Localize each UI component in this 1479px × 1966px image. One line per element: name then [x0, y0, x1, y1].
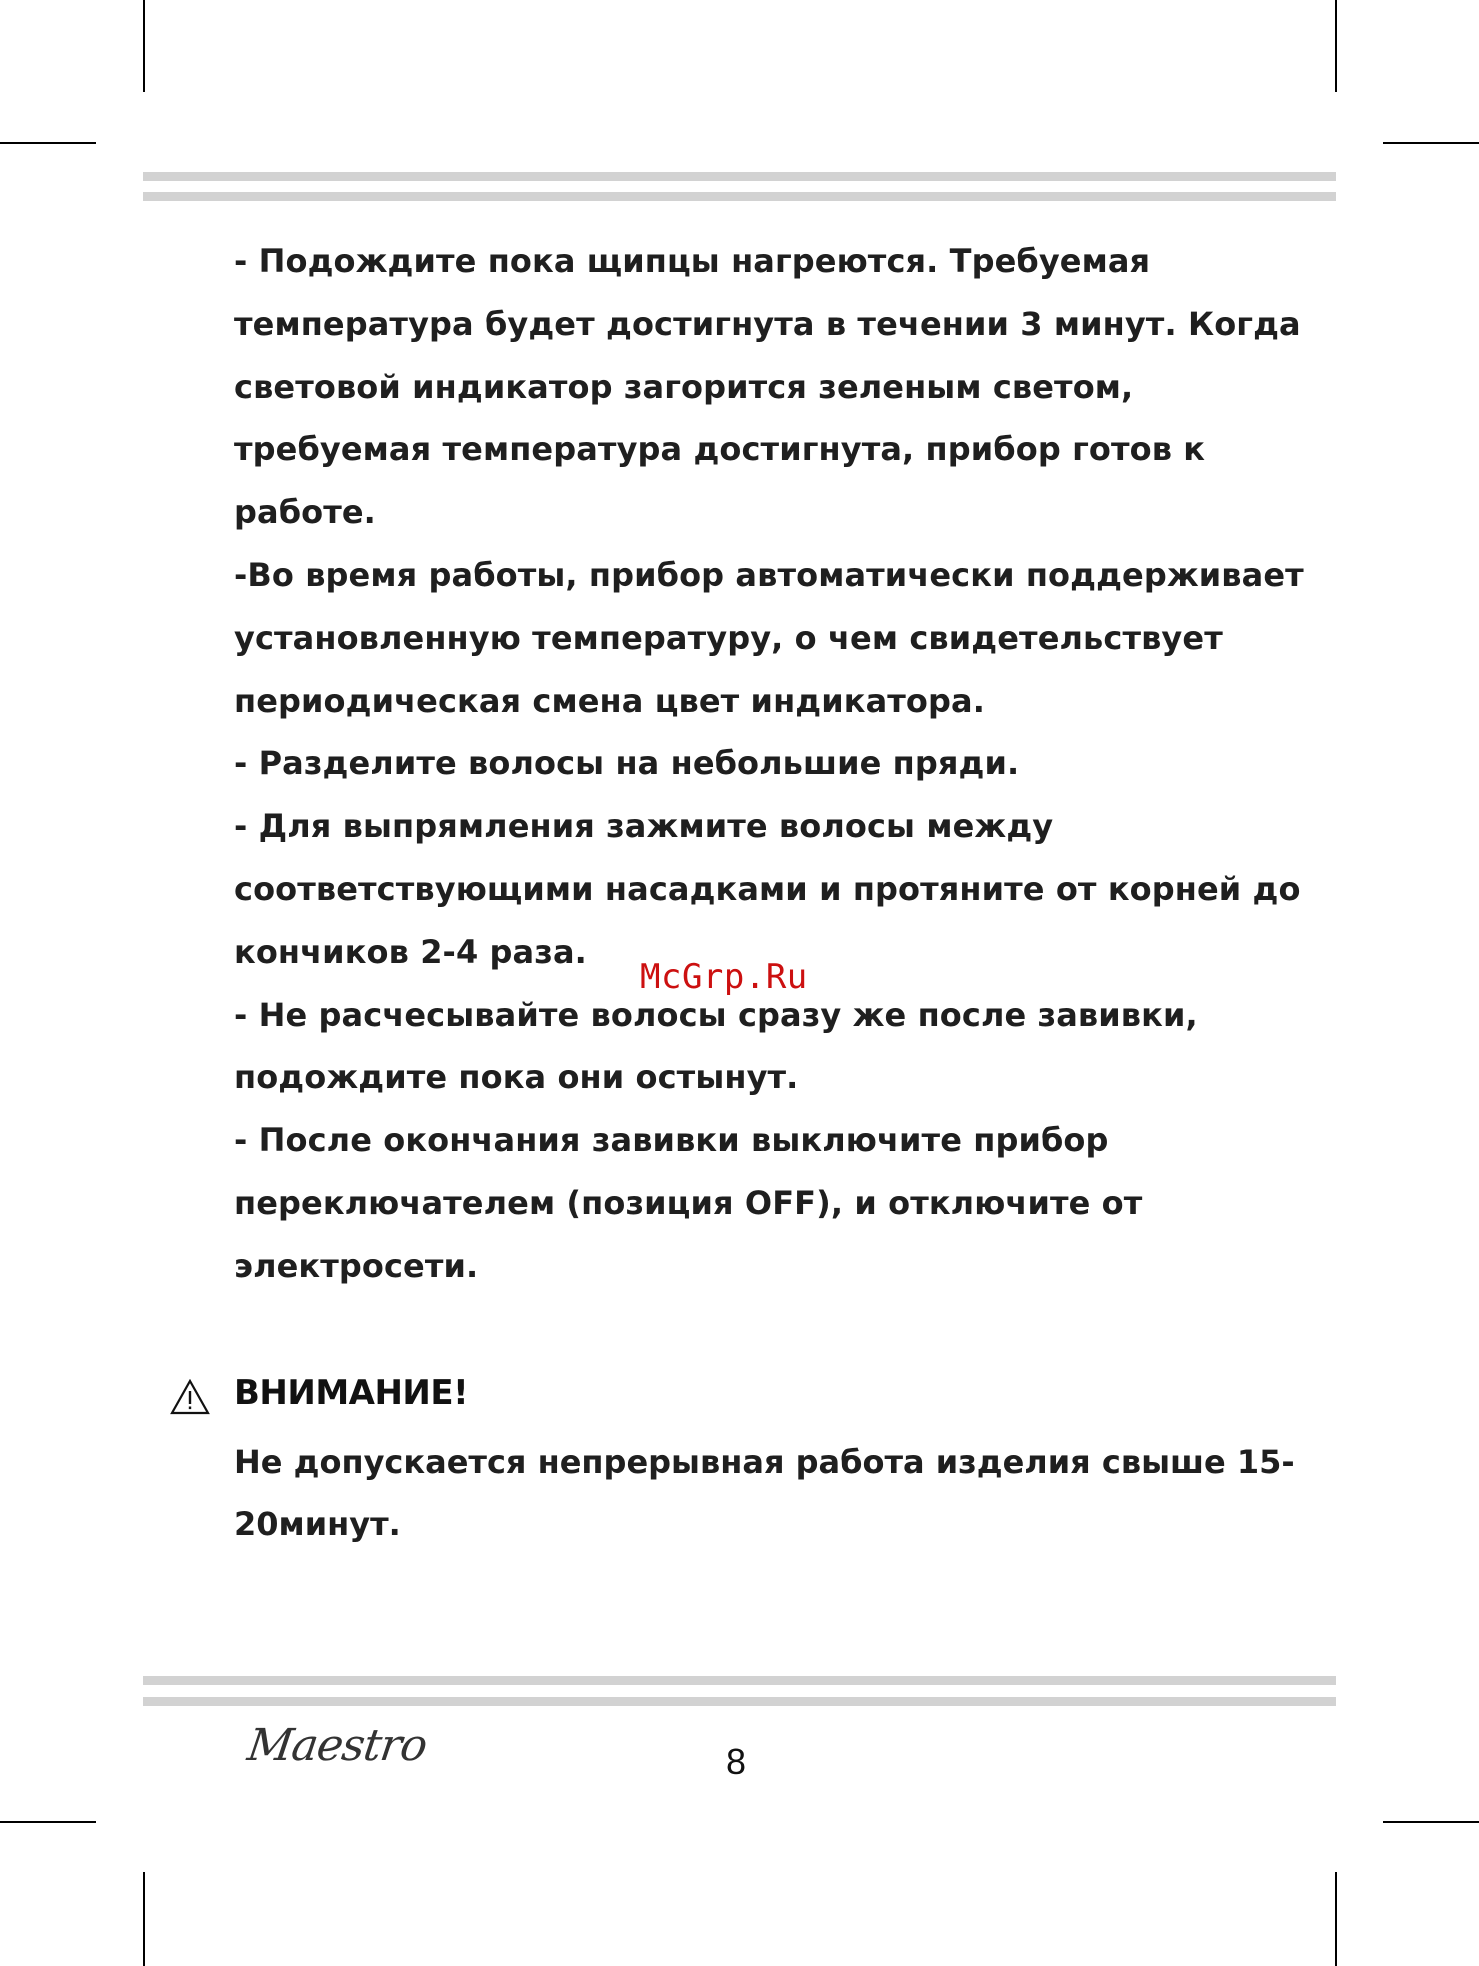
crop-mark [143, 1872, 145, 1966]
crop-mark [1383, 142, 1479, 144]
crop-mark [1335, 0, 1337, 92]
text-line: - После окончания завивки выключите прибор [234, 1121, 1109, 1160]
crop-mark [0, 1821, 96, 1823]
text-line: световой индикатор загорится зеленым светом, [234, 367, 1134, 406]
footer-rule [143, 1697, 1336, 1706]
warning-triangle-icon [170, 1379, 210, 1415]
watermark: McGrp.Ru [640, 957, 808, 997]
text-line: соответствующими насадками и протяните от корней до [234, 869, 1301, 908]
text-line: периодическая смена цвет индикатора. [234, 681, 985, 720]
text-line: - Подождите пока щипцы нагреются. Требуемая [234, 242, 1151, 280]
header-rule [143, 192, 1336, 201]
text-line: переключателем (позиция OFF), и отключите от [234, 1183, 1143, 1222]
footer-rule [143, 1676, 1336, 1685]
warning-title: ВНИМАНИЕ! [234, 1373, 469, 1413]
text-line: - Разделите волосы на небольшие пряди. [234, 744, 1020, 783]
text-line: 20минут. [234, 1505, 401, 1543]
text-line: температура будет достигнута в течении 3 минут. Когда [234, 304, 1301, 343]
text-line: подождите пока они остынут. [234, 1058, 799, 1097]
text-line: Не допускается непрерывная работа изделия свыше 15- [234, 1443, 1295, 1481]
header-rule [143, 172, 1336, 181]
text-line: установленную температуру, о чем свидетельствует [234, 618, 1223, 657]
text-line: - Для выпрямления зажмите волосы между [234, 807, 1054, 846]
text-line: требуемая температура достигнута, прибор готов к [234, 430, 1206, 469]
brand-logo: Maestro [244, 1720, 430, 1771]
crop-mark [1335, 1872, 1337, 1966]
crop-mark [0, 142, 96, 144]
text-line: -Во время работы, прибор автоматически поддерживает [234, 555, 1304, 594]
text-line: электросети. [234, 1246, 479, 1285]
text-line: кончиков 2-4 раза. [234, 932, 587, 971]
text-line: работе. [234, 493, 376, 532]
page-number: 8 [726, 1741, 747, 1782]
crop-mark [143, 0, 145, 92]
instruction-text [234, 230, 1304, 1298]
warning-text [234, 1431, 1295, 1555]
crop-mark [1383, 1821, 1479, 1823]
text-line: - Не расчесывайте волосы сразу же после завивки, [234, 995, 1198, 1034]
